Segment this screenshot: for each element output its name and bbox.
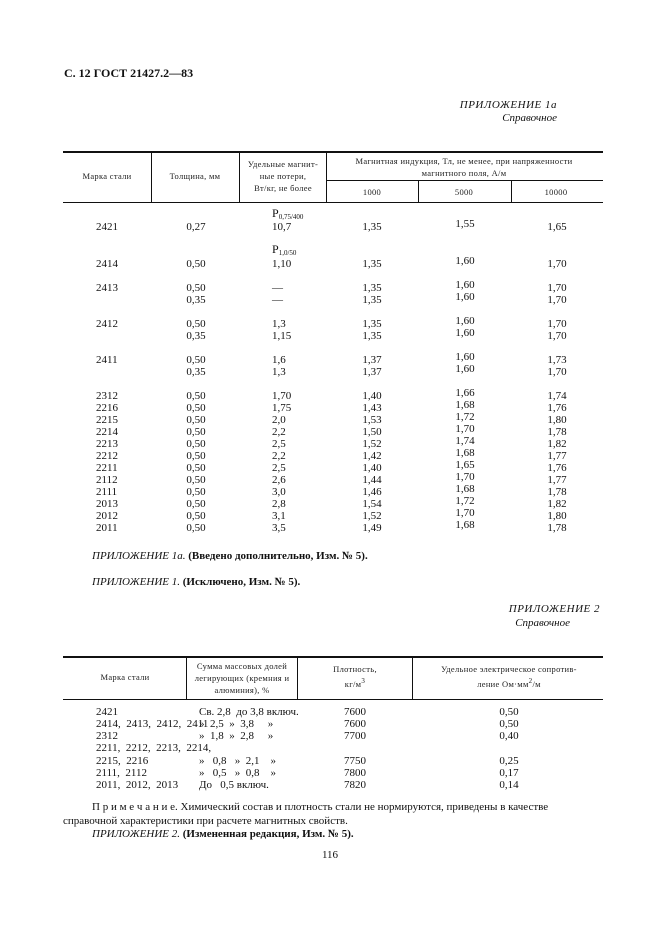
table2-cell-grade: 2211, 2212, 2213, 2214, <box>96 742 212 754</box>
table1-cell-b1: 1,43 <box>362 402 382 414</box>
table1-cell-grade: 2012 <box>96 510 118 522</box>
appendix-2-title: ПРИЛОЖЕНИЕ 2 <box>508 603 600 615</box>
table1-cell-b1: 1,37 <box>362 354 382 366</box>
table1-header-induction: Магнитная индукция, Тл, не менее, при напряженности магнитного поля, А/м <box>355 156 573 178</box>
table1-cell-b3: 1,80 <box>547 510 567 522</box>
table2-cell-grade: 2215, 2216 <box>96 755 149 767</box>
table1-cell-b1: 1,35 <box>362 282 382 294</box>
note-appendix-1a: ПРИЛОЖЕНИЕ 1а. (Введено дополнительно, Изм. № 5). <box>92 550 368 562</box>
table1-cell-loss: 3,1 <box>272 510 286 522</box>
table1-cell-b2: 1,72 <box>455 495 475 507</box>
table1-cell-b3: 1,76 <box>547 462 567 474</box>
table1-cell-thickness: 0,35 <box>186 294 206 306</box>
table1-cell-loss: 10,7 <box>272 221 292 233</box>
table1-cell-loss: 1,15 <box>272 330 292 342</box>
note-appendix-1: ПРИЛОЖЕНИЕ 1. (Исключено, Изм. № 5). <box>92 576 301 588</box>
table1-cell-b3: 1,70 <box>547 294 567 306</box>
table1-cell-grade: 2411 <box>96 354 118 366</box>
table2-header-resistivity: Удельное электрическое сопротив- ление $Ом\cdot мм^2/м$ <box>441 664 577 689</box>
table1-cell-grade: 2215 <box>96 414 118 426</box>
table2-cell-grade: 2011, 2012, 2013 <box>96 779 179 791</box>
table1-cell-thickness: 0,50 <box>186 510 206 522</box>
table1-cell-thickness: 0,50 <box>186 522 206 534</box>
appendix-1a-title: ПРИЛОЖЕНИЕ 1а <box>459 99 557 111</box>
table1-cell-grade: 2212 <box>96 450 118 462</box>
table1-cell-b3: 1,70 <box>547 282 567 294</box>
table2-cell-grade: 2421 <box>96 706 118 718</box>
table1-cell-b3: 1,78 <box>547 426 567 438</box>
table2-header-bottom-rule <box>63 699 603 700</box>
table1-cell-b1: 1,49 <box>362 522 382 534</box>
table1-cell-b2: 1,60 <box>455 327 475 339</box>
table1-header-bottom-rule <box>63 202 603 203</box>
table1-header-field-5000: 5000 <box>454 187 474 197</box>
table1-cell-grade: 2011 <box>96 522 118 534</box>
table1-cell-b2: 1,70 <box>455 471 475 483</box>
page-header: С. 12 ГОСТ 21427.2—83 <box>64 66 194 80</box>
table1-header-field-1000: 1000 <box>362 187 382 197</box>
table1-cell-b2: 1,68 <box>455 399 475 411</box>
table1-cell-loss: 1,3 <box>272 318 286 330</box>
table1-cell-grade: 2214 <box>96 426 118 438</box>
table1-cell-b2: 1,68 <box>455 447 475 459</box>
table1-cell-b3: 1,77 <box>547 450 567 462</box>
table1-cell-b3: 1,78 <box>547 522 567 534</box>
table1-cell-b3: 1,65 <box>547 221 567 233</box>
table2-cell-grade: 2312 <box>96 730 118 742</box>
table1-cell-b2: 1,60 <box>455 255 475 267</box>
page-number: 116 <box>321 849 339 861</box>
table1-cell-loss: 1,3 <box>272 366 286 378</box>
table2-cell-sum: » 0,8 » 2,1 » <box>199 755 276 767</box>
table1-cell-thickness: 0,50 <box>186 426 206 438</box>
table1-cell-b3: 1,82 <box>547 498 567 510</box>
table1-cell-grade: 2111 <box>96 486 118 498</box>
table1-cell-b3: 1,70 <box>547 366 567 378</box>
table1-cell-b1: 1,35 <box>362 330 382 342</box>
table1-cell-thickness: 0,50 <box>186 462 206 474</box>
table1-cell-b3: 1,73 <box>547 354 567 366</box>
table2-cell-sum: » 1,8 » 2,8 » <box>199 730 274 742</box>
table1-cell-loss: 1,75 <box>272 402 292 414</box>
table1-cell-b1: 1,35 <box>362 221 382 233</box>
table2-cell-grade: 2111, 2112 <box>96 767 148 779</box>
table1-col-divider <box>511 180 512 202</box>
table1-top-rule <box>63 151 603 153</box>
table1-cell-loss: 1,10 <box>272 258 292 270</box>
table1-header-mid-rule <box>326 180 603 181</box>
table1-cell-b2: 1,60 <box>455 315 475 327</box>
loss-label-p075: $P_{0,75/400}$ <box>272 206 304 221</box>
table1-cell-loss: 3,5 <box>272 522 286 534</box>
table2-col-divider <box>412 656 413 699</box>
table2-cell-density: 7820 <box>344 779 366 791</box>
loss-label-p10: $P_{1,0/50}$ <box>272 242 297 257</box>
table2-cell-resistivity: 0,17 <box>499 767 519 779</box>
table2-cell-density: 7750 <box>344 755 366 767</box>
table2-cell-density: 7700 <box>344 730 366 742</box>
table1-cell-thickness: 0,50 <box>186 486 206 498</box>
table1-cell-loss: 2,5 <box>272 462 286 474</box>
table1-cell-b1: 1,44 <box>362 474 382 486</box>
table1-cell-b2: 1,55 <box>455 218 475 230</box>
table1-cell-b2: 1,66 <box>455 387 475 399</box>
table1-cell-b1: 1,52 <box>362 438 382 450</box>
table1-cell-thickness: 0,35 <box>186 366 206 378</box>
table1-cell-grade: 2211 <box>96 462 118 474</box>
table2-cell-density: 7600 <box>344 718 366 730</box>
table2-top-rule <box>63 656 603 658</box>
table2-header-sum: Сумма массовых долей легирующих (кремния и алюминия), % <box>194 661 290 695</box>
table1-cell-b2: 1,60 <box>455 363 475 375</box>
table1-cell-loss: — <box>272 294 283 306</box>
table1-header-grade: Марка стали <box>82 171 132 181</box>
table1-cell-thickness: 0,50 <box>186 402 206 414</box>
table2-cell-resistivity: 0,50 <box>499 706 519 718</box>
table2-cell-density: 7600 <box>344 706 366 718</box>
table1-cell-grade: 2013 <box>96 498 118 510</box>
table1-cell-b1: 1,54 <box>362 498 382 510</box>
table1-cell-thickness: 0,50 <box>186 390 206 402</box>
table1-cell-b3: 1,70 <box>547 258 567 270</box>
table1-cell-thickness: 0,50 <box>186 282 206 294</box>
table1-cell-b3: 1,80 <box>547 414 567 426</box>
table1-cell-thickness: 0,50 <box>186 354 206 366</box>
table1-cell-grade: 2216 <box>96 402 118 414</box>
table1-cell-b1: 1,42 <box>362 450 382 462</box>
table1-cell-loss: — <box>272 282 283 294</box>
table1-cell-b3: 1,70 <box>547 330 567 342</box>
table1-col-divider <box>239 151 240 202</box>
table1-cell-b3: 1,77 <box>547 474 567 486</box>
table1-cell-grade: 2312 <box>96 390 118 402</box>
table1-cell-grade: 2414 <box>96 258 118 270</box>
table1-cell-b1: 1,50 <box>362 426 382 438</box>
table1-cell-b3: 1,70 <box>547 318 567 330</box>
table1-cell-loss: 2,5 <box>272 438 286 450</box>
table1-col-divider <box>418 180 419 202</box>
table1-cell-thickness: 0,50 <box>186 474 206 486</box>
table1-cell-loss: 2,0 <box>272 414 286 426</box>
table1-cell-b2: 1,60 <box>455 351 475 363</box>
appendix-2-subtitle: Справочное <box>515 617 570 629</box>
table1-header-field-10000: 10000 <box>544 187 568 197</box>
table1-cell-loss: 2,2 <box>272 450 286 462</box>
table1-cell-b3: 1,78 <box>547 486 567 498</box>
table1-cell-loss: 2,8 <box>272 498 286 510</box>
table1-cell-thickness: 0,50 <box>186 450 206 462</box>
table1-cell-b1: 1,52 <box>362 510 382 522</box>
table1-cell-b2: 1,60 <box>455 279 475 291</box>
table1-cell-b2: 1,68 <box>455 483 475 495</box>
table1-cell-b1: 1,35 <box>362 258 382 270</box>
table2-cell-density: 7800 <box>344 767 366 779</box>
table1-cell-grade: 2412 <box>96 318 118 330</box>
table1-cell-b2: 1,72 <box>455 411 475 423</box>
table1-cell-grade: 2213 <box>96 438 118 450</box>
table2-cell-resistivity: 0,14 <box>499 779 519 791</box>
table1-cell-b1: 1,40 <box>362 390 382 402</box>
table1-cell-thickness: 0,50 <box>186 438 206 450</box>
appendix-1a-subtitle: Справочное <box>502 112 557 124</box>
footnote-line-1: П р и м е ч а н и е. Химический состав и плотность стали не нормируются, приведены в качестве <box>92 801 549 813</box>
table1-col-divider <box>151 151 152 202</box>
table1-header-losses: Удельные магнит- ные потери, Вт/кг, не более <box>247 159 319 193</box>
table2-col-divider <box>297 656 298 699</box>
table1-cell-b2: 1,60 <box>455 291 475 303</box>
table2-cell-sum: » 0,5 » 0,8 » <box>199 767 276 779</box>
table1-cell-b2: 1,70 <box>455 423 475 435</box>
table1-cell-thickness: 0,50 <box>186 414 206 426</box>
table1-cell-b1: 1,46 <box>362 486 382 498</box>
table2-cell-sum: Св. 2,8 до 3,8 включ. <box>199 706 299 718</box>
table1-cell-b1: 1,35 <box>362 294 382 306</box>
table1-cell-b3: 1,74 <box>547 390 567 402</box>
table2-col-divider <box>186 656 187 699</box>
table1-cell-b1: 1,40 <box>362 462 382 474</box>
table1-cell-b1: 1,35 <box>362 318 382 330</box>
table1-cell-thickness: 0,50 <box>186 318 206 330</box>
table2-cell-sum: До 0,5 включ. <box>199 779 269 791</box>
table1-cell-thickness: 0,50 <box>186 498 206 510</box>
table1-cell-loss: 3,0 <box>272 486 286 498</box>
table1-cell-grade: 2112 <box>96 474 118 486</box>
table1-cell-b3: 1,82 <box>547 438 567 450</box>
table2-cell-resistivity: 0,25 <box>499 755 519 767</box>
table1-cell-loss: 1,6 <box>272 354 286 366</box>
table1-cell-b3: 1,76 <box>547 402 567 414</box>
table2-cell-sum: » 2,5 » 3,8 » <box>199 718 274 730</box>
table1-cell-b2: 1,65 <box>455 459 475 471</box>
table1-col-divider <box>326 151 327 202</box>
table1-cell-grade: 2413 <box>96 282 118 294</box>
table2-cell-resistivity: 0,50 <box>499 718 519 730</box>
table1-cell-thickness: 0,35 <box>186 330 206 342</box>
footnote-line-2: справочной характеристики при расчете магнитных свойств. <box>63 815 348 827</box>
table1-cell-b2: 1,70 <box>455 507 475 519</box>
table1-cell-b2: 1,68 <box>455 519 475 531</box>
footnote-change: ПРИЛОЖЕНИЕ 2. (Измененная редакция, Изм. № 5). <box>92 828 354 840</box>
table1-cell-thickness: 0,50 <box>186 258 206 270</box>
table1-cell-b1: 1,37 <box>362 366 382 378</box>
table1-cell-loss: 2,6 <box>272 474 286 486</box>
table2-cell-grade: 2414, 2413, 2412, 2411 <box>96 718 209 730</box>
table1-cell-b2: 1,74 <box>455 435 475 447</box>
table2-header-density: Плотность, $кг/м^3$ <box>333 664 377 689</box>
table1-cell-loss: 2,2 <box>272 426 286 438</box>
table1-cell-b1: 1,53 <box>362 414 382 426</box>
table1-cell-thickness: 0,27 <box>186 221 206 233</box>
table1-cell-grade: 2421 <box>96 221 118 233</box>
table2-cell-resistivity: 0,40 <box>499 730 519 742</box>
table1-header-thickness: Толщина, мм <box>169 171 221 181</box>
table2-header-grade: Марка стали <box>100 672 150 682</box>
table1-cell-loss: 1,70 <box>272 390 292 402</box>
